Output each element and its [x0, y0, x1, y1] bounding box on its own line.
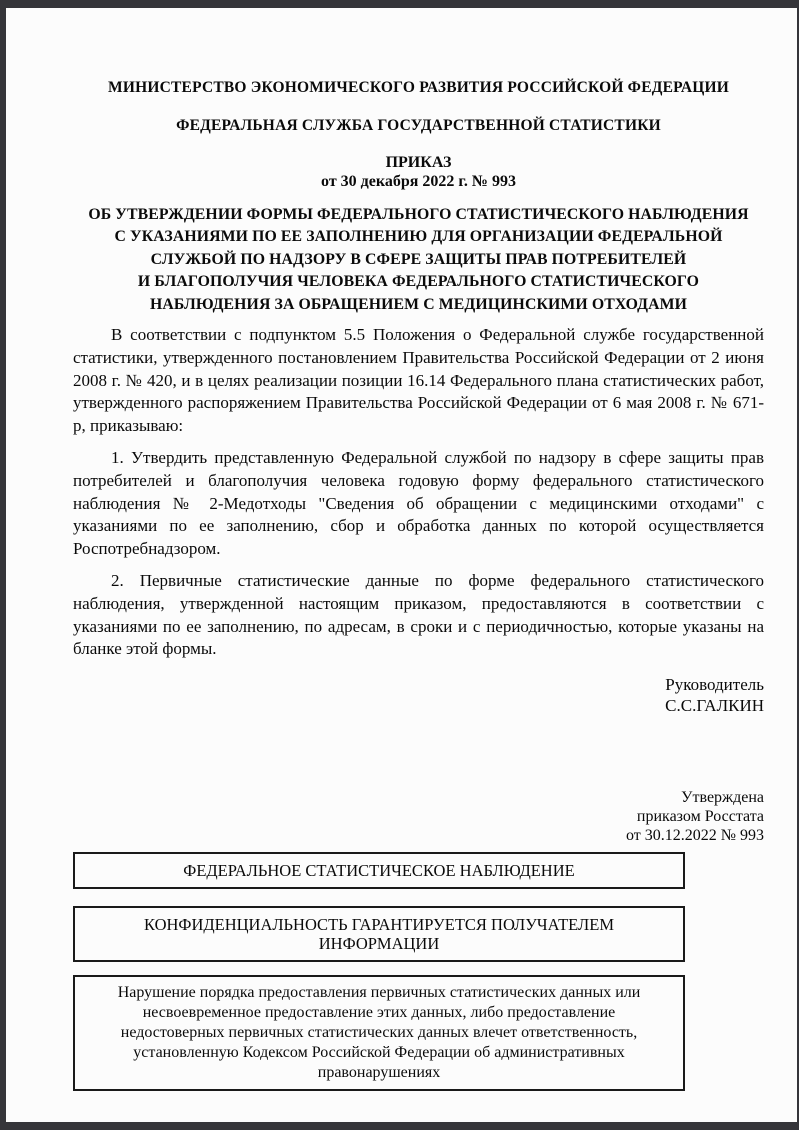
agency-name: ФЕДЕРАЛЬНАЯ СЛУЖБА ГОСУДАРСТВЕННОЙ СТАТИСТИКИ	[176, 117, 661, 134]
document-type-heading: ПРИКАЗ	[385, 154, 452, 171]
document-title-line-5: НАБЛЮДЕНИЯ ЗА ОБРАЩЕНИЕМ С МЕДИЦИНСКИМИ ОТХОДАМИ	[149, 295, 688, 313]
signatory-name: С.С.ГАЛКИН	[665, 696, 764, 716]
preamble-paragraph: В соответствии с подпунктом 5.5 Положения о Федеральной службе государственной статистики, утвержденного постановлением Правительства Российской Федерации от 2 июня 2008 г. № 420, и в целях реализации позиции 16.14 Федерального плана статистических работ, утвержденного распоряжением Правительства Российской Федерации от 6 мая 2008 г. № 671-р, приказываю:	[73, 325, 764, 436]
approval-line-3: от 30.12.2022 № 993	[625, 827, 764, 845]
document-title-line-3: СЛУЖБОЙ ПО НАДЗОРУ В СФЕРЕ ЗАЩИТЫ ПРАВ ПОТРЕБИТЕЛЕЙ	[150, 250, 687, 268]
confidentiality-banner: КОНФИДЕНЦИАЛЬНОСТЬ ГАРАНТИРУЕТСЯ ПОЛУЧАТЕЛЕМ ИНФОРМАЦИИ	[73, 906, 685, 962]
approval-line-1: Утверждена	[681, 789, 764, 807]
approval-line-2: приказом Росстата	[636, 808, 764, 826]
violation-responsibility-notice: Нарушение порядка предоставления первичных статистических данных или несвоевременное предоставление этих данных, либо предоставление недостоверных первичных статистических данных влечет ответственность, установленную Кодексом Российской Федерации об административных правонарушениях	[73, 975, 685, 1091]
order-item-2: 2. Первичные статистические данные по форме федерального статистического наблюдения, утвержденной настоящим приказом, предоставляются в соответствии с указаниями по ее заполнению, по адресам, в сроки и с периодичностью, которые указаны на бланке этой формы.	[73, 571, 764, 659]
document-title-line-4: И БЛАГОПОЛУЧИЯ ЧЕЛОВЕКА ФЕДЕРАЛЬНОГО СТАТИСТИЧЕСКОГО	[137, 273, 700, 291]
signature-block	[73, 674, 764, 716]
order-item-1: 1. Утвердить представленную Федеральной службой по надзору в сфере защиты прав потребителей и благополучия человека годовую форму федерального статистического наблюдения № 2-Медотходы "Сведения об обращении с медицинскими отходами" с указаниями по ее заполнению, сбор и обработка данных по которой осуществляется Роспотребнадзором.	[73, 448, 764, 559]
document-page	[6, 8, 797, 1122]
document-title-line-1: ОБ УТВЕРЖДЕНИИ ФОРМЫ ФЕДЕРАЛЬНОГО СТАТИСТИЧЕСКОГО НАБЛЮДЕНИЯ	[88, 206, 749, 223]
federal-observation-banner: ФЕДЕРАЛЬНОЕ СТАТИСТИЧЕСКОЕ НАБЛЮДЕНИЕ	[73, 852, 685, 889]
signatory-role: Руководитель	[665, 675, 764, 695]
document-content	[6, 8, 797, 1091]
document-title	[73, 204, 764, 316]
document-title-line-2: С УКАЗАНИЯМИ ПО ЕЕ ЗАПОЛНЕНИЮ ДЛЯ ОРГАНИЗАЦИИ ФЕДЕРАЛЬНОЙ	[114, 228, 723, 246]
approval-stamp	[73, 788, 764, 845]
ministry-name: МИНИСТЕРСТВО ЭКОНОМИЧЕСКОГО РАЗВИТИЯ РОССИЙСКОЙ ФЕДЕРАЦИИ	[108, 79, 729, 96]
document-date: от 30 декабря 2022 г. № 993	[321, 173, 516, 190]
